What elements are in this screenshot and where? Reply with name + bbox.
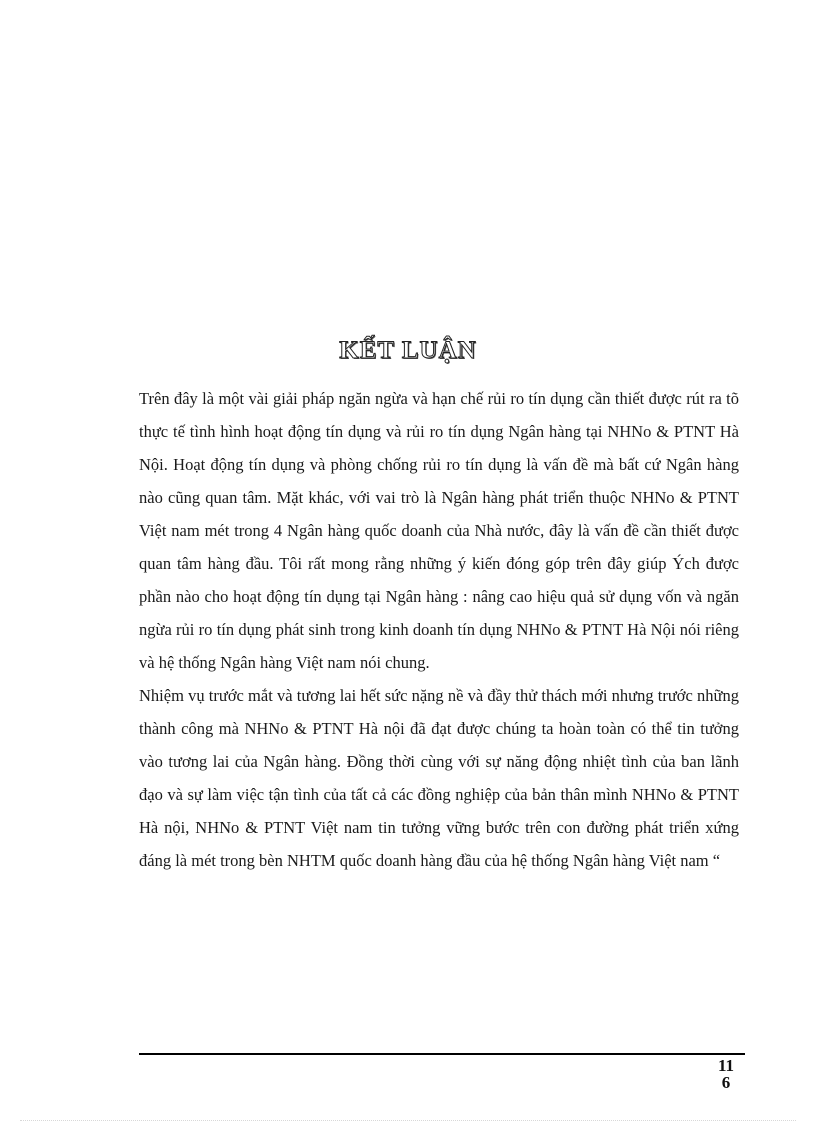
footer-rule bbox=[139, 1053, 745, 1055]
page-bottom-edge bbox=[20, 1120, 796, 1121]
paragraph-2: Nhiệm vụ trước mắt và tương lai hết sức nặng nề và đầy thử thách mới nhưng trước những thành công mà NHNo & PTNT Hà nội đã đạt được chúng ta hoàn toàn có thể tin tưởng vào tương lai của Ngân hàng. Đồng thời cùng với sự năng động nhiệt tình của ban lãnh đạo và sự làm việc tận tình của tất cả các đồng nghiệp của bản thân mình NHNo & PTNT Hà nội, NHNo & PTNT Việt nam tin tưởng vững bước trên con đường phát triển xứng đáng là mét trong bèn NHTM quốc doanh hàng đầu của hệ thống Ngân hàng Việt nam “ bbox=[139, 686, 739, 870]
body-text bbox=[139, 382, 739, 877]
page-number: 116 bbox=[717, 1056, 735, 1092]
page-title: KẾT LUẬN bbox=[339, 337, 477, 364]
paragraph-1: Trên đây là một vài giải pháp ngăn ngừa và hạn chế rủi ro tín dụng cần thiết được rút ra tõ thực tế tình hình hoạt động tín dụng và rủi ro tín dụng Ngân hàng tại NHNo & PTNT Hà Nội. Hoạt động tín dụng và phòng chống rủi ro tín dụng là vấn đề mà bất cứ Ngân hàng nào cũng quan tâm. Mặt khác, với vai trò là Ngân hàng phát triển thuộc NHNo & PTNT Việt nam mét trong 4 Ngân hàng quốc doanh của Nhà nước, đây là vấn đề cần thiết được quan tâm hàng đầu. Tôi rất mong rằng những ý kiến đóng góp trên đây giúp Ých được phần nào cho hoạt động tín dụng tại Ngân hàng : nâng cao hiệu quả sử dụng vốn và ngăn ngừa rủi ro tín dụng phát sinh trong kinh doanh tín dụng NHNo & PTNT Hà Nội nói riêng và hệ thống Ngân hàng Việt nam nói chung. bbox=[139, 389, 739, 672]
